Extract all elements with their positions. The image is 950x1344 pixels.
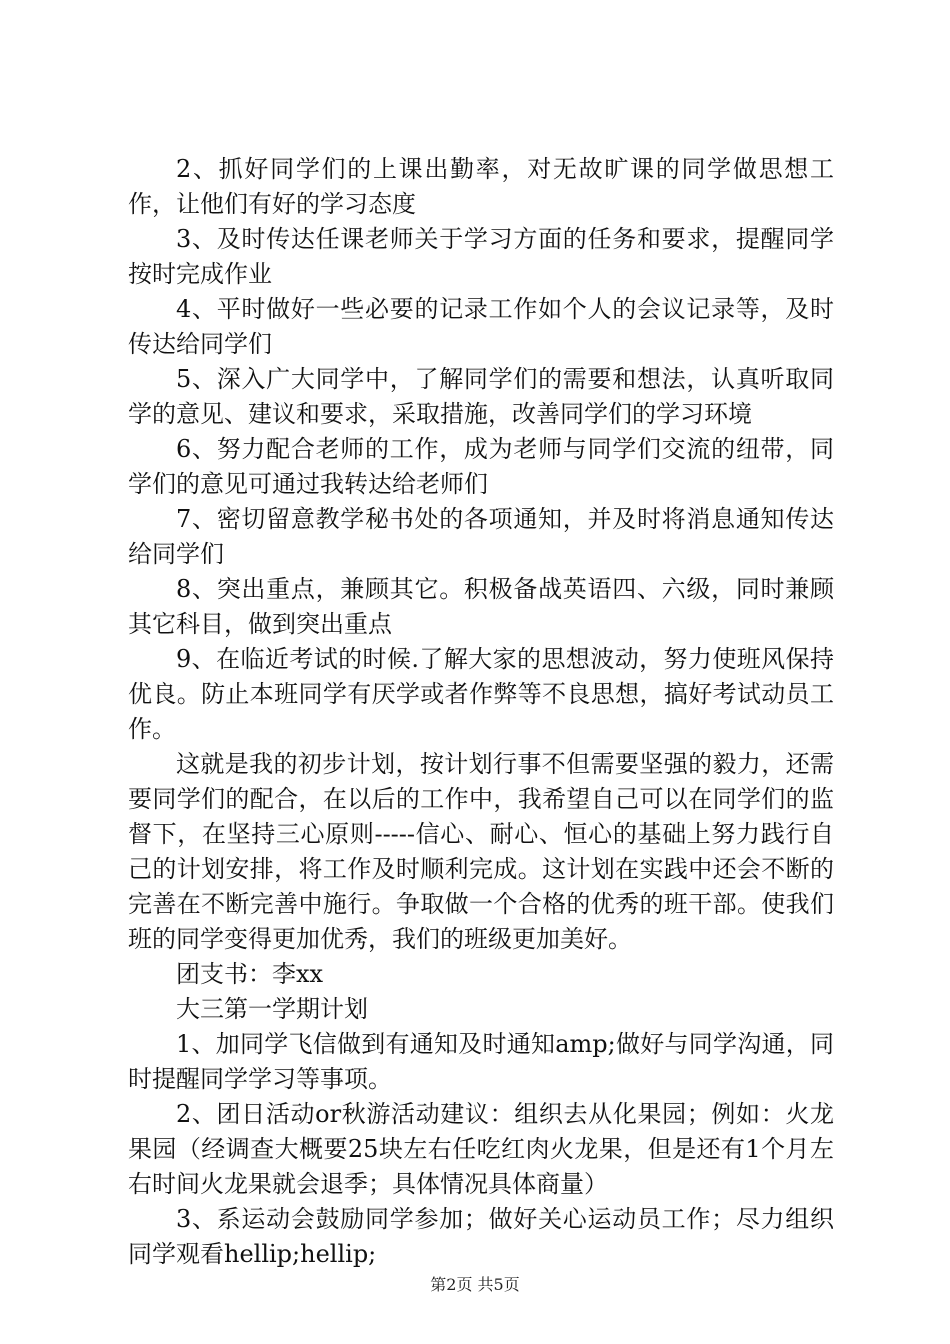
signature-line: 团支书：李xx (176, 960, 324, 988)
plan-item-1: 1、加同学飞信做到有通知及时通知amp;做好与同学沟通，同时提醒同学学习等事项。 (128, 1030, 834, 1093)
plan-item-3: 3、系运动会鼓励同学参加；做好关心运动员工作；尽力组织同学观看hellip;hellip; (128, 1205, 834, 1268)
page-number-footer: 第2页 共5页 (430, 1275, 520, 1294)
paragraph-item-5: 5、深入广大同学中，了解同学们的需要和想法，认真听取同学的意见、建议和要求，采取措施，改善同学们的学习环境 (128, 365, 834, 428)
paragraph-item-2: 2、抓好同学们的上课出勤率，对无故旷课的同学做思想工作，让他们有好的学习态度 (128, 155, 834, 218)
paragraph-item-9: 9、在临近考试的时候.了解大家的思想波动，努力使班风保持优良。防止本班同学有厌学或者作弊等不良思想，搞好考试动员工作。 (128, 645, 834, 743)
paragraph-item-8: 8、突出重点，兼顾其它。积极备战英语四、六级，同时兼顾其它科目，做到突出重点 (128, 575, 834, 638)
paragraph-item-7: 7、密切留意教学秘书处的各项通知，并及时将消息通知传达给同学们 (128, 505, 834, 568)
paragraph-item-4: 4、平时做好一些必要的记录工作如个人的会议记录等，及时传达给同学们 (128, 295, 834, 358)
section-heading: 大三第一学期计划 (176, 995, 368, 1023)
paragraph-summary: 这就是我的初步计划，按计划行事不但需要坚强的毅力，还需要同学们的配合，在以后的工作中，我希望自己可以在同学们的监督下，在坚持三心原则-----信心、耐心、恒心的基础上努力践行自己的计划安排，将工作及时顺利完成。这计划在实践中还会不断的完善在不断完善中施行。争取做一个合格的优秀的班干部。使我们班的同学变得更加优秀，我们的班级更加美好。 (128, 750, 834, 953)
document-body (128, 152, 834, 1272)
paragraph-item-3: 3、及时传达任课老师关于学习方面的任务和要求，提醒同学按时完成作业 (128, 225, 834, 288)
paragraph-item-6: 6、努力配合老师的工作，成为老师与同学们交流的纽带，同学们的意见可通过我转达给老师们 (128, 435, 834, 498)
plan-item-2: 2、团日活动or秋游活动建议：组织去从化果园；例如：火龙果园（经调查大概要25块左右任吃红肉火龙果，但是还有1个月左右时间火龙果就会退季；具体情况具体商量） (128, 1100, 834, 1198)
